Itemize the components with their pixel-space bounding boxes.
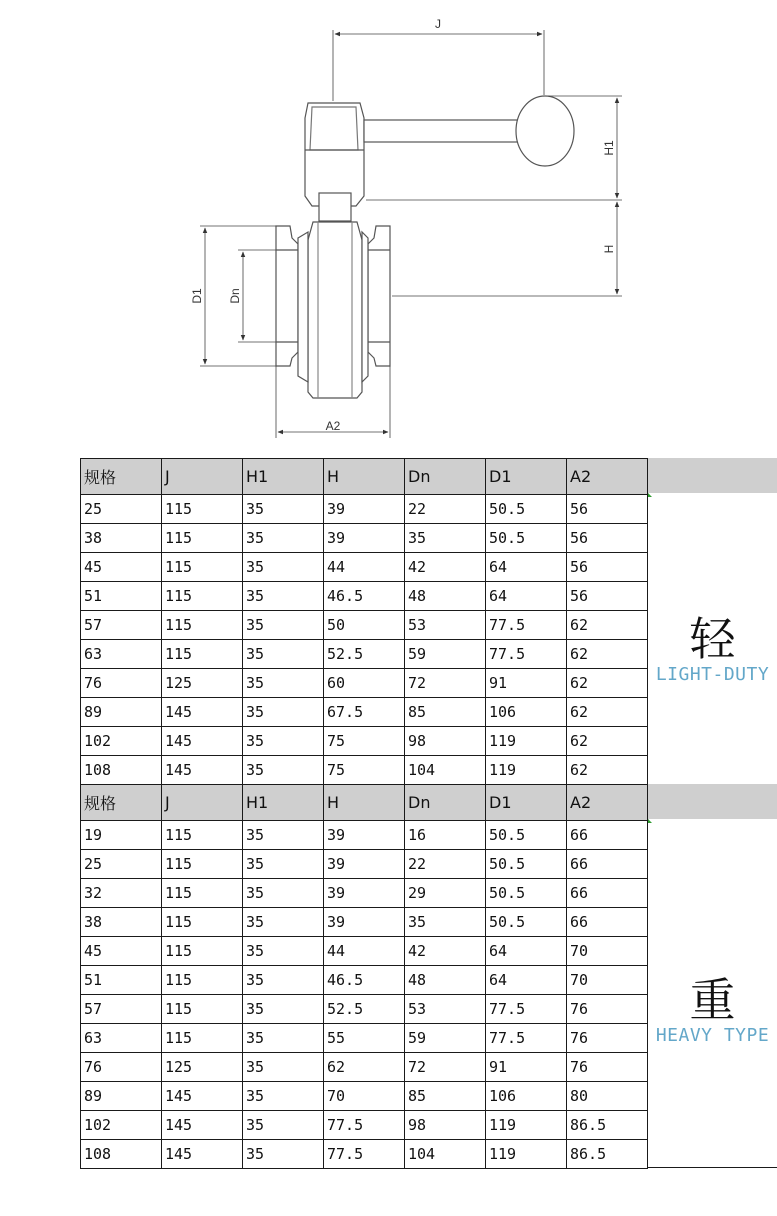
table-cell: 62 — [567, 698, 648, 727]
table-cell: 76 — [81, 669, 162, 698]
light-label-cn: 轻 — [689, 612, 736, 666]
table-cell: 39 — [324, 821, 405, 850]
table-cell: 25 — [81, 495, 162, 524]
table-cell: 91 — [486, 1053, 567, 1082]
right-ferrule — [362, 226, 390, 382]
table-cell: 35 — [243, 937, 324, 966]
table-cell: 44 — [324, 937, 405, 966]
table-cell: 59 — [405, 640, 486, 669]
table-cell: 64 — [486, 582, 567, 611]
table-cell: 115 — [162, 908, 243, 937]
table-cell: 115 — [162, 611, 243, 640]
table-cell: 50.5 — [486, 821, 567, 850]
table-cell: 64 — [486, 553, 567, 582]
table-cell: 53 — [405, 995, 486, 1024]
table-cell: 70 — [324, 1082, 405, 1111]
table-cell: 108 — [81, 756, 162, 785]
table-cell: 35 — [243, 640, 324, 669]
table-cell: 35 — [243, 582, 324, 611]
table-cell: 39 — [324, 524, 405, 553]
table-cell: 50.5 — [486, 524, 567, 553]
table-cell: 115 — [162, 937, 243, 966]
table-cell: 115 — [162, 1024, 243, 1053]
table-cell: 104 — [405, 756, 486, 785]
handle-lever — [364, 96, 574, 166]
table-cell: 57 — [81, 611, 162, 640]
table-row — [81, 1024, 648, 1053]
header-cell: 规格 — [81, 785, 162, 821]
heavy-type-label — [648, 975, 777, 1047]
table-cell: 85 — [405, 1082, 486, 1111]
left-ferrule — [276, 226, 308, 382]
table-cell: 50.5 — [486, 495, 567, 524]
table-cell: 35 — [243, 850, 324, 879]
table-cell: 32 — [81, 879, 162, 908]
bottom-rule — [648, 1167, 777, 1168]
table-cell: 62 — [567, 756, 648, 785]
cell-marker — [648, 493, 652, 497]
table-cell: 115 — [162, 995, 243, 1024]
table-row — [81, 821, 648, 850]
table-cell: 19 — [81, 821, 162, 850]
table-row — [81, 669, 648, 698]
table-cell: 77.5 — [486, 640, 567, 669]
table-cell: 46.5 — [324, 582, 405, 611]
header-cell: 规格 — [81, 459, 162, 495]
table-cell: 62 — [324, 1053, 405, 1082]
table-cell: 55 — [324, 1024, 405, 1053]
heavy-label-en: HEAVY TYPE — [655, 1025, 770, 1046]
table-row — [81, 524, 648, 553]
table-cell: 76 — [567, 1024, 648, 1053]
table-cell: 39 — [324, 879, 405, 908]
table-cell: 35 — [243, 966, 324, 995]
header-cell: H — [324, 459, 405, 495]
table-cell: 16 — [405, 821, 486, 850]
table-cell: 108 — [81, 1140, 162, 1169]
table-cell: 86.5 — [567, 1140, 648, 1169]
table-cell: 56 — [567, 495, 648, 524]
dim-h1-label: H1 — [602, 140, 616, 156]
table-cell: 77.5 — [324, 1140, 405, 1169]
table-row — [81, 1140, 648, 1169]
table-cell: 76 — [567, 995, 648, 1024]
table-row — [81, 908, 648, 937]
table-cell: 115 — [162, 524, 243, 553]
table-cell: 119 — [486, 1140, 567, 1169]
table-row — [81, 611, 648, 640]
table-cell: 76 — [81, 1053, 162, 1082]
table-cell: 35 — [243, 995, 324, 1024]
table-cell: 106 — [486, 698, 567, 727]
table-cell: 75 — [324, 727, 405, 756]
table-cell: 35 — [243, 1111, 324, 1140]
table-cell: 35 — [243, 524, 324, 553]
table-cell: 77.5 — [324, 1111, 405, 1140]
table-row — [81, 995, 648, 1024]
valve-technical-drawing — [0, 0, 777, 450]
table-row — [81, 1111, 648, 1140]
header-cell: H1 — [243, 785, 324, 821]
dim-dn-label: Dn — [228, 288, 242, 304]
table-cell: 35 — [243, 698, 324, 727]
light-duty-label — [648, 614, 777, 686]
table-cell: 66 — [567, 908, 648, 937]
table-row — [81, 966, 648, 995]
table-cell: 63 — [81, 640, 162, 669]
cell-marker — [648, 819, 652, 823]
table-header-row — [81, 459, 648, 495]
table-cell: 106 — [486, 1082, 567, 1111]
table-cell: 59 — [405, 1024, 486, 1053]
table-row — [81, 553, 648, 582]
table-cell: 119 — [486, 727, 567, 756]
table-cell: 56 — [567, 524, 648, 553]
table-cell: 46.5 — [324, 966, 405, 995]
table-cell: 48 — [405, 582, 486, 611]
table-cell: 125 — [162, 669, 243, 698]
table-cell: 115 — [162, 495, 243, 524]
table-cell: 98 — [405, 1111, 486, 1140]
table-cell: 145 — [162, 756, 243, 785]
table-cell: 115 — [162, 582, 243, 611]
table-cell: 98 — [405, 727, 486, 756]
table-cell: 62 — [567, 611, 648, 640]
table-cell: 91 — [486, 669, 567, 698]
table-row — [81, 640, 648, 669]
table-cell: 39 — [324, 495, 405, 524]
valve-stem — [319, 193, 351, 221]
table-cell: 50.5 — [486, 879, 567, 908]
header-cell: D1 — [486, 459, 567, 495]
table-cell: 42 — [405, 553, 486, 582]
table-cell: 67.5 — [324, 698, 405, 727]
header-cell: Dn — [405, 459, 486, 495]
table-cell: 145 — [162, 1082, 243, 1111]
table-cell: 115 — [162, 850, 243, 879]
heavy-type-spec-table — [80, 784, 648, 1169]
header-cell: D1 — [486, 785, 567, 821]
table-cell: 63 — [81, 1024, 162, 1053]
table-cell: 52.5 — [324, 640, 405, 669]
table-cell: 66 — [567, 850, 648, 879]
table-cell: 115 — [162, 553, 243, 582]
table-cell: 50.5 — [486, 908, 567, 937]
table-cell: 35 — [243, 1140, 324, 1169]
light-duty-spec-table — [80, 458, 648, 785]
table-cell: 48 — [405, 966, 486, 995]
table-cell: 145 — [162, 698, 243, 727]
table-row — [81, 495, 648, 524]
table-cell: 51 — [81, 966, 162, 995]
table-cell: 86.5 — [567, 1111, 648, 1140]
table-row — [81, 850, 648, 879]
table-cell: 25 — [81, 850, 162, 879]
header-cell: A2 — [567, 459, 648, 495]
table-cell: 42 — [405, 937, 486, 966]
header-cell: H — [324, 785, 405, 821]
table-cell: 70 — [567, 966, 648, 995]
dim-j-label: J — [435, 17, 441, 31]
table-cell: 56 — [567, 553, 648, 582]
table-cell: 38 — [81, 908, 162, 937]
table-cell: 70 — [567, 937, 648, 966]
table-cell: 35 — [243, 727, 324, 756]
table-row — [81, 879, 648, 908]
table-cell: 72 — [405, 1053, 486, 1082]
table-row — [81, 1053, 648, 1082]
table-row — [81, 698, 648, 727]
table-cell: 145 — [162, 1140, 243, 1169]
table-cell: 77.5 — [486, 1024, 567, 1053]
table-cell: 80 — [567, 1082, 648, 1111]
table-cell: 89 — [81, 1082, 162, 1111]
table-cell: 76 — [567, 1053, 648, 1082]
table-cell: 66 — [567, 879, 648, 908]
header-cell: J — [162, 785, 243, 821]
table-cell: 77.5 — [486, 611, 567, 640]
table-row — [81, 756, 648, 785]
table-cell: 51 — [81, 582, 162, 611]
table-cell: 53 — [405, 611, 486, 640]
table-cell: 45 — [81, 553, 162, 582]
table-cell: 35 — [243, 756, 324, 785]
table-cell: 52.5 — [324, 995, 405, 1024]
table-cell: 35 — [243, 908, 324, 937]
table-cell: 35 — [243, 879, 324, 908]
valve-body — [308, 222, 362, 398]
table-row — [81, 937, 648, 966]
table-cell: 145 — [162, 727, 243, 756]
table-cell: 50.5 — [486, 850, 567, 879]
table-cell: 64 — [486, 937, 567, 966]
dim-d1-label: D1 — [190, 288, 204, 304]
dim-a2-label: A2 — [325, 419, 341, 433]
table-cell: 22 — [405, 495, 486, 524]
table-cell: 35 — [243, 1024, 324, 1053]
table-cell: 45 — [81, 937, 162, 966]
table-cell: 35 — [243, 495, 324, 524]
light-side-header — [648, 458, 777, 493]
header-cell: Dn — [405, 785, 486, 821]
header-cell: A2 — [567, 785, 648, 821]
table-row — [81, 582, 648, 611]
table-cell: 38 — [81, 524, 162, 553]
table-cell: 35 — [243, 611, 324, 640]
table-cell: 62 — [567, 727, 648, 756]
table-row — [81, 727, 648, 756]
light-label-en: LIGHT-DUTY — [655, 664, 770, 685]
heavy-label-cn: 重 — [689, 973, 736, 1027]
handle-head — [305, 103, 364, 206]
table-cell: 102 — [81, 727, 162, 756]
table-cell: 66 — [567, 821, 648, 850]
table-cell: 44 — [324, 553, 405, 582]
table-header-row — [81, 785, 648, 821]
table-cell: 39 — [324, 908, 405, 937]
table-cell: 62 — [567, 669, 648, 698]
table-cell: 22 — [405, 850, 486, 879]
table-cell: 35 — [243, 1082, 324, 1111]
table-cell: 29 — [405, 879, 486, 908]
table-cell: 62 — [567, 640, 648, 669]
table-cell: 72 — [405, 669, 486, 698]
table-cell: 125 — [162, 1053, 243, 1082]
header-cell: J — [162, 459, 243, 495]
table-cell: 145 — [162, 1111, 243, 1140]
table-cell: 119 — [486, 756, 567, 785]
table-cell: 64 — [486, 966, 567, 995]
table-cell: 119 — [486, 1111, 567, 1140]
table-cell: 50 — [324, 611, 405, 640]
table-cell: 35 — [243, 821, 324, 850]
table-cell: 56 — [567, 582, 648, 611]
table-cell: 89 — [81, 698, 162, 727]
table-cell: 115 — [162, 821, 243, 850]
table-cell: 85 — [405, 698, 486, 727]
header-cell: H1 — [243, 459, 324, 495]
table-cell: 35 — [243, 553, 324, 582]
table-cell: 35 — [243, 1053, 324, 1082]
table-cell: 39 — [324, 850, 405, 879]
table-cell: 75 — [324, 756, 405, 785]
table-cell: 104 — [405, 1140, 486, 1169]
table-cell: 57 — [81, 995, 162, 1024]
table-cell: 115 — [162, 966, 243, 995]
table-cell: 102 — [81, 1111, 162, 1140]
table-cell: 35 — [243, 669, 324, 698]
table-row — [81, 1082, 648, 1111]
heavy-side-header — [648, 784, 777, 819]
table-cell: 60 — [324, 669, 405, 698]
table-cell: 115 — [162, 879, 243, 908]
table-cell: 35 — [405, 524, 486, 553]
table-cell: 77.5 — [486, 995, 567, 1024]
dim-h-label: H — [602, 244, 616, 254]
table-cell: 115 — [162, 640, 243, 669]
table-cell: 35 — [405, 908, 486, 937]
